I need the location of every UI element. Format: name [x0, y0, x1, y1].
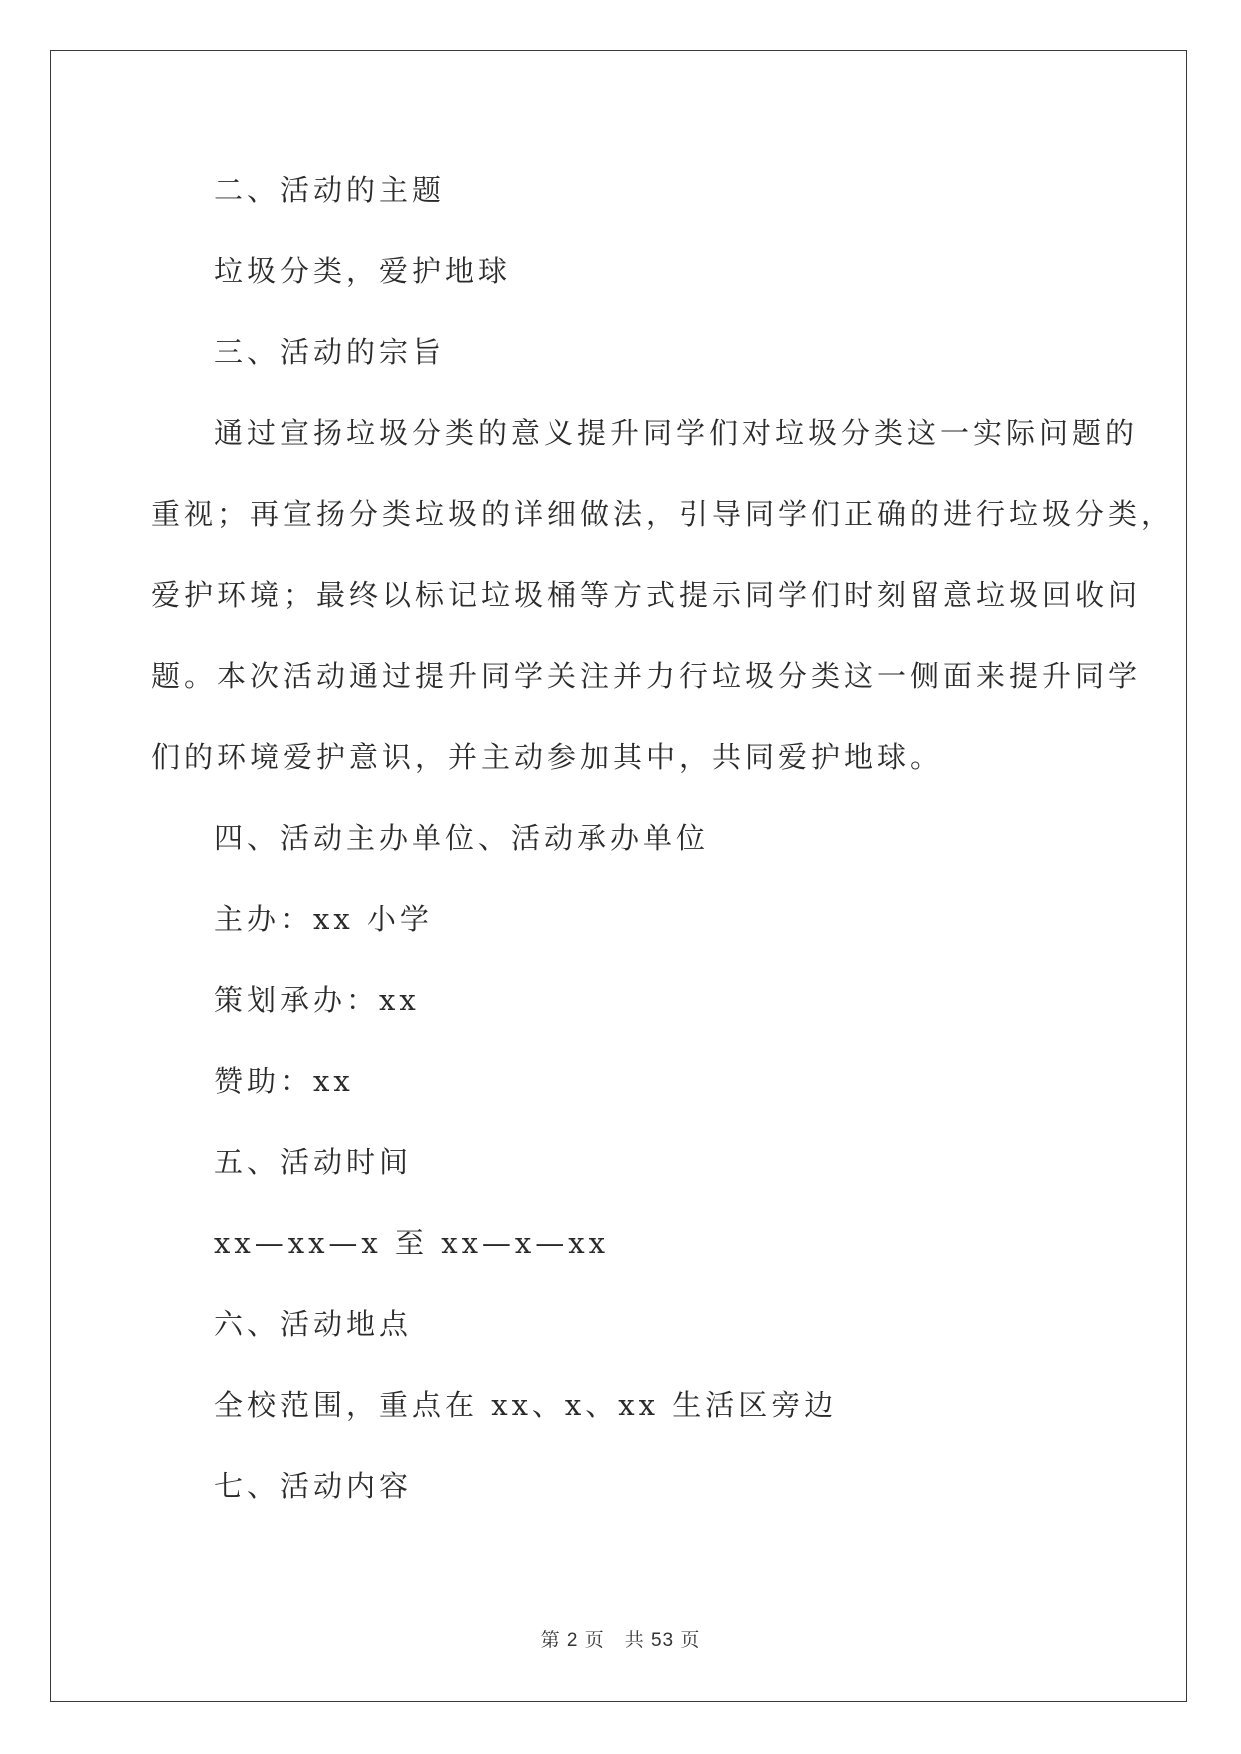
- purpose-paragraph-line: 重视；再宣扬分类垃圾的详细做法，引导同学们正确的进行垃圾分类，: [151, 497, 1175, 531]
- organizer-planner: 策划承办：xx: [214, 983, 420, 1017]
- purpose-paragraph-line: 题。本次活动通过提升同学关注并力行垃圾分类这一侧面来提升同学: [151, 659, 1142, 693]
- section-heading-location: 六、活动地点: [214, 1307, 413, 1341]
- section-heading-purpose: 三、活动的宗旨: [214, 335, 446, 369]
- organizer-sponsor: 赞助：xx: [214, 1064, 354, 1098]
- section-heading-content: 七、活动内容: [214, 1469, 413, 1503]
- purpose-paragraph-line: 通过宣扬垃圾分类的意义提升同学们对垃圾分类这一实际问题的: [214, 416, 1139, 450]
- section-heading-theme: 二、活动的主题: [214, 173, 446, 207]
- organizer-host: 主办：xx 小学: [214, 902, 433, 936]
- page-border: [50, 50, 1187, 1702]
- section-heading-organizers: 四、活动主办单位、活动承办单位: [214, 821, 710, 855]
- purpose-paragraph-line: 爱护环境；最终以标记垃圾桶等方式提示同学们时刻留意垃圾回收问: [151, 578, 1142, 612]
- event-location: 全校范围，重点在 xx、x、xx 生活区旁边: [214, 1388, 838, 1422]
- section-heading-time: 五、活动时间: [214, 1145, 413, 1179]
- event-time: xx—xx—x 至 xx—x—xx: [214, 1226, 609, 1260]
- purpose-paragraph-line: 们的环境爱护意识，并主动参加其中，共同爱护地球。: [151, 740, 944, 774]
- theme-text: 垃圾分类，爱护地球: [214, 254, 512, 288]
- page-number-footer: 第 2 页 共 53 页: [540, 1630, 701, 1651]
